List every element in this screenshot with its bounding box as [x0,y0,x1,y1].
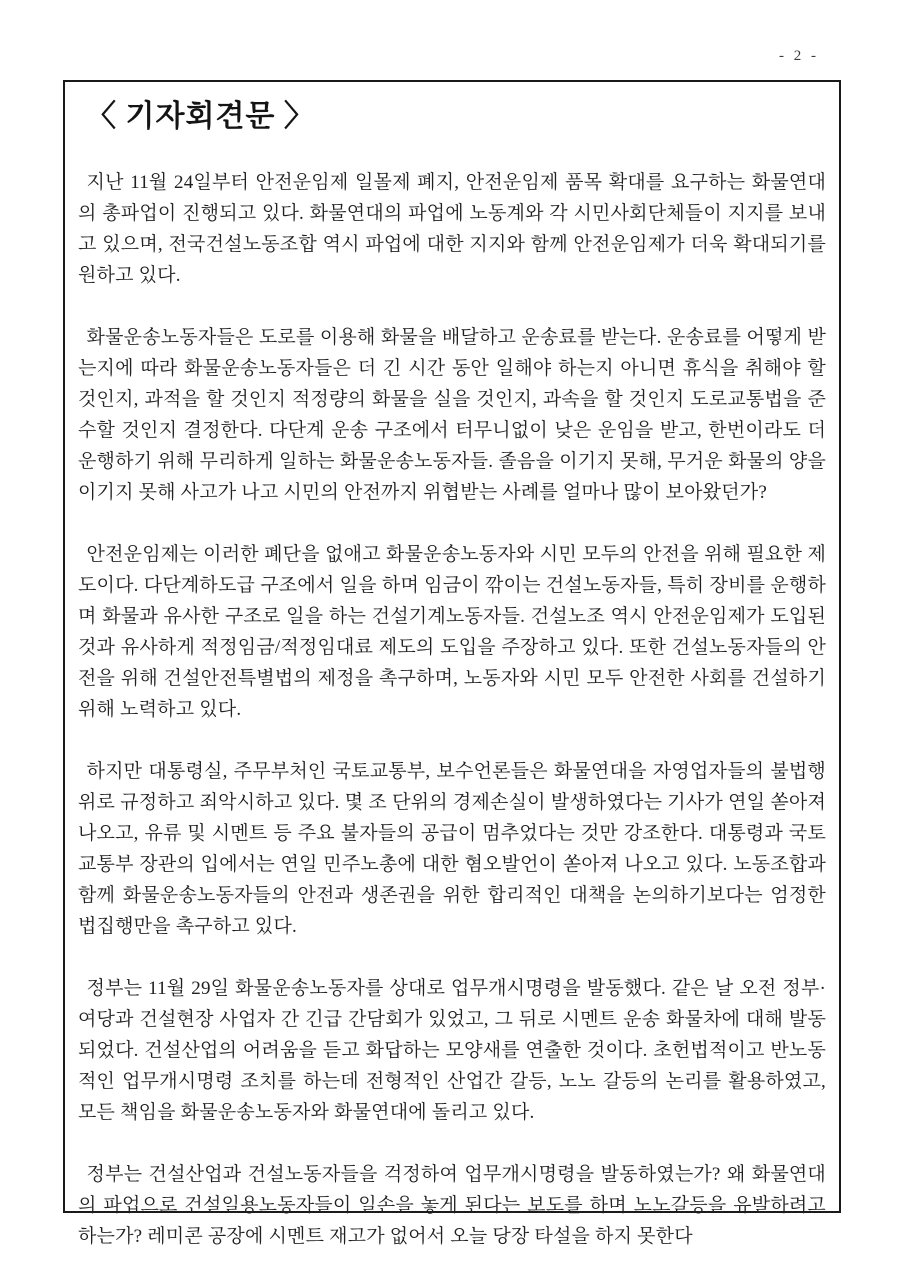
paragraph-work-start-order: 정부는 11월 29일 화물운송노동자를 상대로 업무개시명령을 발동했다. 같은 날 오전 정부·여당과 건설현장 사업자 간 긴급 간담회가 있었고, 그 뒤로 시멘트 운송 화물차에 대해 발동되었다. 건설산업의 어려움을 듣고 화답하는 모양새를 연출한 것이다. 초헌법적이고 반노동적인 업무개시명령 조치를 하는데 전형적인 산업간 갈등, 노노 갈등의 논리를 활용하였고, 모든 책임을 화물운송노동자와 화물연대에 돌리고 있다. [78,978,826,1123]
paragraph-government-media-response: 하지만 대통령실, 주무부처인 국토교통부, 보수언론들은 화물연대을 자영업자들의 불법행위로 규정하고 죄악시하고 있다. 몇 조 단위의 경제손실이 발생하였다는 기사가 연일 쏟아져 나오고, 유류 및 시멘트 등 주요 불자들의 공급이 멈추었다는 것만 강조한다. 대통령과 국토교통부 장관의 입에서는 연일 민주노총에 대한 혐오발언이 쏟아져 나오고 있다. 노동조합과 함께 화물운송노동자들의 안전과 생존권을 위한 합리적인 대책을 논의하기보다는 엄정한 법집행만을 촉구하고 있다. [78,761,826,937]
document-title: 〈 기자회견문 〉 [86,100,315,133]
paragraph-government-questions: 정부는 건설산업과 건설노동자들을 걱정하여 업무개시명령을 발동하였는가? 왜 화물연대의 파업으로 건설일용노동자들이 일손을 놓게 된다는 보도를 하며 노노갈등을 유발하려고 하는가? 레미콘 공장에 시멘트 재고가 없어서 오늘 당장 타설을 하지 못한다 [78,1164,826,1247]
document-body [78,167,826,1252]
page-number: - 2 - [779,48,819,64]
paragraph-freight-workers-conditions: 화물운송노동자들은 도로를 이용해 화물을 배달하고 운송료를 받는다. 운송료를 어떻게 받는지에 따라 화물운송노동자들은 더 긴 시간 동안 일해야 하는지 아니면 휴식을 취해야 할 것인지, 과적을 할 것인지 적정량의 화물을 실을 것인지, 과속을 할 것인지 도로교통법을 준수할 것인지 결정한다. 다단계 운송 구조에서 터무니없이 낮은 운임을 받고, 한번이라도 더 운행하기 위해 무리하게 일하는 화물운송노동자들. 졸음을 이기지 못해, 무거운 화물의 양을 이기지 못해 사고가 나고 시민의 안전까지 위협받는 사례를 얼마나 많이 보아왔던가? [78,327,826,503]
paragraph-safe-rates-necessity: 안전운임제는 이러한 폐단을 없애고 화물운송노동자와 시민 모두의 안전을 위해 필요한 제도이다. 다단계하도급 구조에서 일을 하며 임금이 깎이는 건설노동자들, 특히 장비를 운행하며 화물과 유사한 구조로 일을 하는 건설기계노동자들. 건설노조 역시 안전운임제가 도입된 것과 유사하게 적정임금/적정임대료 제도의 도입을 주장하고 있다. 또한 건설노동자들의 안전을 위해 건설안전특별법의 제정을 촉구하며, 노동자와 시민 모두 안전한 사회를 건설하기 위해 노력하고 있다. [78,544,826,720]
document-frame [63,80,841,1247]
paragraph-strike-overview: 지난 11월 24일부터 안전운임제 일몰제 폐지, 안전운임제 품목 확대를 요구하는 화물연대의 총파업이 진행되고 있다. 화물연대의 파업에 노동계와 각 시민사회단체들이 지지를 보내고 있으며, 전국건설노동조합 역시 파업에 대한 지지와 함께 안전운임제가 더욱 확대되기를 원하고 있다. [78,172,826,286]
